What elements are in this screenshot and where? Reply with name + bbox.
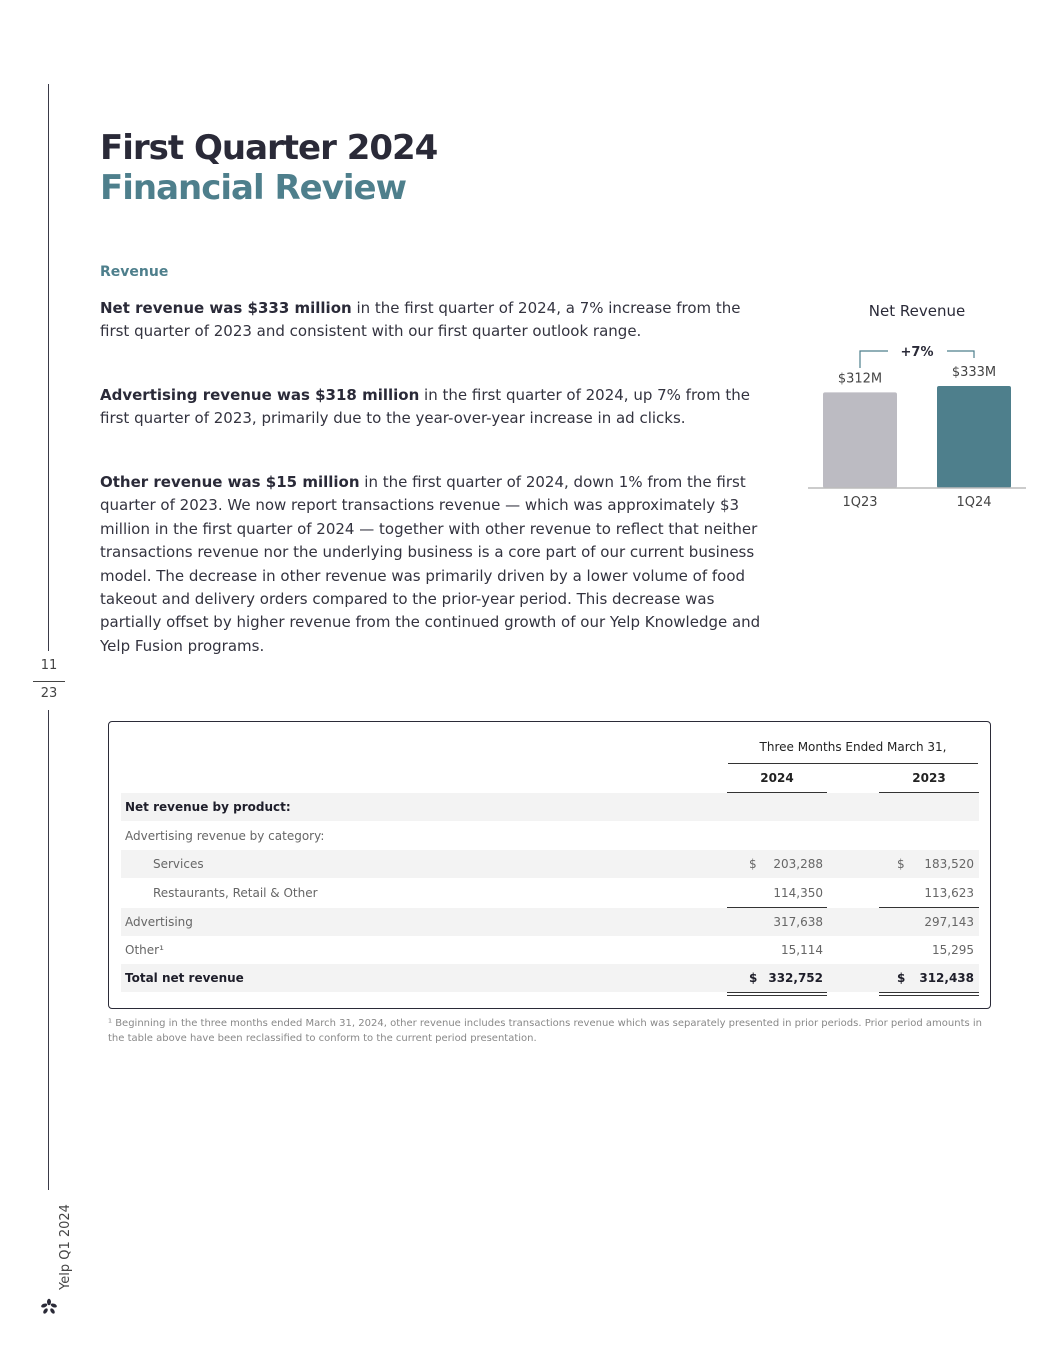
value-2024: 317,638 <box>773 915 823 929</box>
page-title: First Quarter 2024 <box>100 128 438 168</box>
value-2023: 183,520 <box>924 857 974 871</box>
table-row-other <box>121 936 979 964</box>
table-row-services <box>121 850 979 878</box>
value-2024: 114,350 <box>773 886 823 900</box>
paragraph-highlight: Other revenue was $15 million <box>100 473 360 491</box>
chart-title: Net Revenue <box>868 302 966 320</box>
value-2024: 203,288 <box>773 857 823 871</box>
paragraph-text: in the first quarter of 2024, down 1% from the first quarter of 2023. We now report transactions revenue — which was approximately $3 million in the first quarter of 2024 — together with other revenue to reflect that neither transactions revenue nor the underlying business is a core part of our current business model. The decrease in other revenue was primarily driven by a lower volume of food takeout and delivery orders compared to the prior-year period. This decrease was partially offset by higher revenue from the continued growth of our Yelp Knowledge and Yelp Fusion programs. <box>100 473 761 655</box>
footnote: ¹ Beginning in the three months ended March 31, 2024, other revenue includes transactions revenue which was separately presented in prior periods. Prior period amounts in the table above have been reclassified to conform to the current period presentation. <box>108 1018 982 1044</box>
currency-symbol: $ <box>897 857 905 871</box>
value-2023: 312,438 <box>919 971 974 985</box>
currency-symbol: $ <box>749 857 757 871</box>
bar-1q23 <box>823 392 897 488</box>
row-label: Other¹ <box>125 943 164 957</box>
paragraph-advertising-revenue <box>100 384 770 431</box>
section-label: Revenue <box>100 264 169 280</box>
paragraph-other-revenue <box>100 471 770 658</box>
paragraph-highlight: Advertising revenue was $318 million <box>100 386 420 404</box>
row-label: Services <box>153 857 204 871</box>
currency-symbol: $ <box>897 971 906 985</box>
net-revenue-chart <box>800 296 1040 526</box>
table-row-advertising-category <box>121 822 979 850</box>
page-number-current: 11 <box>40 658 58 673</box>
table-title-rule <box>728 763 978 764</box>
total-double-rule <box>727 992 827 996</box>
value-2023: 15,295 <box>932 943 974 957</box>
category-label: 1Q24 <box>956 495 992 510</box>
rail-label: Yelp Q1 2024 <box>58 1204 73 1290</box>
value-2024: 15,114 <box>781 943 823 957</box>
rail-line-top <box>48 84 49 651</box>
currency-symbol: $ <box>749 971 758 985</box>
page-number-divider <box>33 681 65 682</box>
rail-line-bottom <box>48 710 49 1190</box>
table-row-advertising <box>121 908 979 936</box>
yelp-burst-icon <box>40 1298 58 1316</box>
value-2024: 332,752 <box>768 971 823 985</box>
paragraph-text: in the first quarter of 2024, a 7% increase from the first quarter of 2023 and consistent with our first quarter outlook range. <box>100 299 741 341</box>
page-subtitle: Financial Review <box>100 168 407 208</box>
value-2023: 113,623 <box>924 886 974 900</box>
total-double-rule <box>879 992 979 996</box>
row-label: Advertising <box>125 915 193 929</box>
bar-value-label: $312M <box>837 371 883 387</box>
bar-1q24 <box>937 386 1011 488</box>
table-title: Three Months Ended March 31, <box>759 740 947 754</box>
paragraph-net-revenue <box>100 297 770 344</box>
table-row-net-revenue-header <box>121 793 979 821</box>
table-row-total <box>121 964 979 992</box>
category-label: 1Q23 <box>842 495 878 510</box>
row-label: Net revenue by product: <box>125 800 291 814</box>
table-year-2023: 2023 <box>912 771 946 785</box>
value-2023: 297,143 <box>924 915 974 929</box>
change-label: +7% <box>900 345 934 360</box>
page-number-total: 23 <box>40 686 58 701</box>
change-bracket-right <box>947 351 974 358</box>
paragraph-text: in the first quarter of 2024, up 7% from the first quarter of 2023, primarily due to the year-over-year increase in ad clicks. <box>100 386 750 428</box>
row-label: Restaurants, Retail & Other <box>153 886 318 900</box>
paragraph-highlight: Net revenue was $333 million <box>100 299 352 317</box>
bar-value-label: $333M <box>951 365 997 380</box>
table-row-restaurants <box>121 879 979 907</box>
row-label: Total net revenue <box>125 971 244 985</box>
row-label: Advertising revenue by category: <box>125 829 325 843</box>
change-bracket-left <box>860 351 888 368</box>
table-year-2024: 2024 <box>760 771 794 785</box>
